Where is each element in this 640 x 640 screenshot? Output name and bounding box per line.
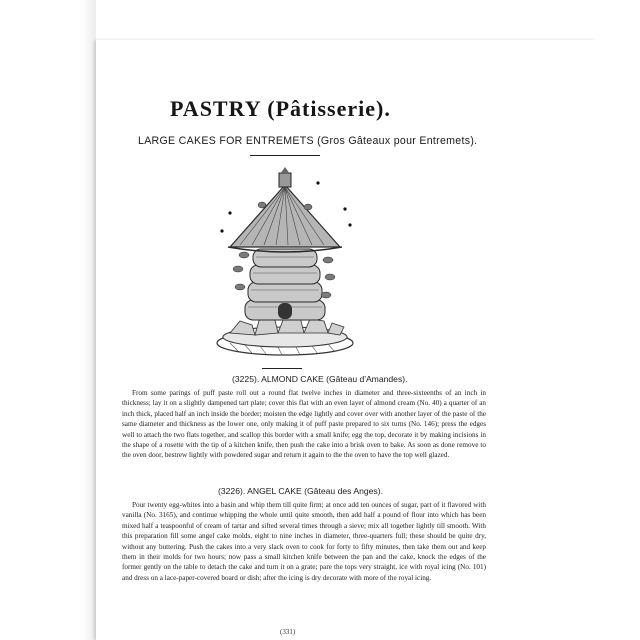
page-number: (331) xyxy=(280,628,296,636)
section-subtitle: LARGE CAKES FOR ENTREMETS (Gros Gâteaux pour Entremets). xyxy=(138,135,478,147)
book-gutter xyxy=(0,0,96,640)
recipe-text-angel-cake xyxy=(122,500,486,583)
illustration-rule xyxy=(262,368,302,369)
recipe-paragraph: Pour twenty egg-whites into a basin and whip them till quite firm; at once add ten ounces of sugar, part of it flavored with vanilla (No. 3165), and continue whipping the whole until quite smooth, then add half a pound of flour into which has been mixed half a teaspoonful of cream of tartar and sifted several times through a sieve; mix all together lightly till smooth. With this preparation fill some angel cake molds, eight to nine inches in diameter, three-quarters full; these should be quite dry, without any buttering. Push the cakes into a very slack oven to cook for forty to fifty minutes, then take them out and keep them in their molds for two hours; now pass a small kitchen knife between the pan and the cake, knock the edges of the former gently on the table to detach the cake and turn it on a grate; pare the tops very straight, ice with royal icing (No. 101) and dress on a lace-paper-covered board or dish; after the icing is dry decorate with more of the royal icing. xyxy=(122,501,486,582)
recipe-heading-angel-cake: (3226). ANGEL CAKE (Gâteau des Anges). xyxy=(218,486,383,496)
beehive-cake-engraving-icon xyxy=(200,165,370,365)
subtitle-rule xyxy=(250,155,320,156)
recipe-text-almond-cake xyxy=(122,388,486,461)
recipe-paragraph: From some parings of puff paste roll out a round flat twelve inches in diameter and three-sixteenths of an inch in thickness; lay it on a slightly dampened tart plate; cover this flat with an even layer of almond cream (No. 40) a quarter of an inch thick, placed half an inch inside the border; moisten the edge lightly and cover over with another layer of the paste of the same diameter and thickness as the lower one, only making it of puff paste prepared to six turns (No. 146); press the edges well to attach the two flats together, and scallop this border with a small knife; egg the top, decorate it by making incisions in the shape of a rosette with the tip of a kitchen knife, then push the cake into a brisk oven to bake. As soon as done remove to the oven door, bestrew lightly with powdered sugar and return it again to the the oven to have the top well glazed. xyxy=(122,389,486,460)
page-title: PASTRY (Pâtisserie). xyxy=(170,96,391,121)
recipe-heading-almond-cake: (3225). ALMOND CAKE (Gâteau d'Amandes). xyxy=(232,374,408,384)
